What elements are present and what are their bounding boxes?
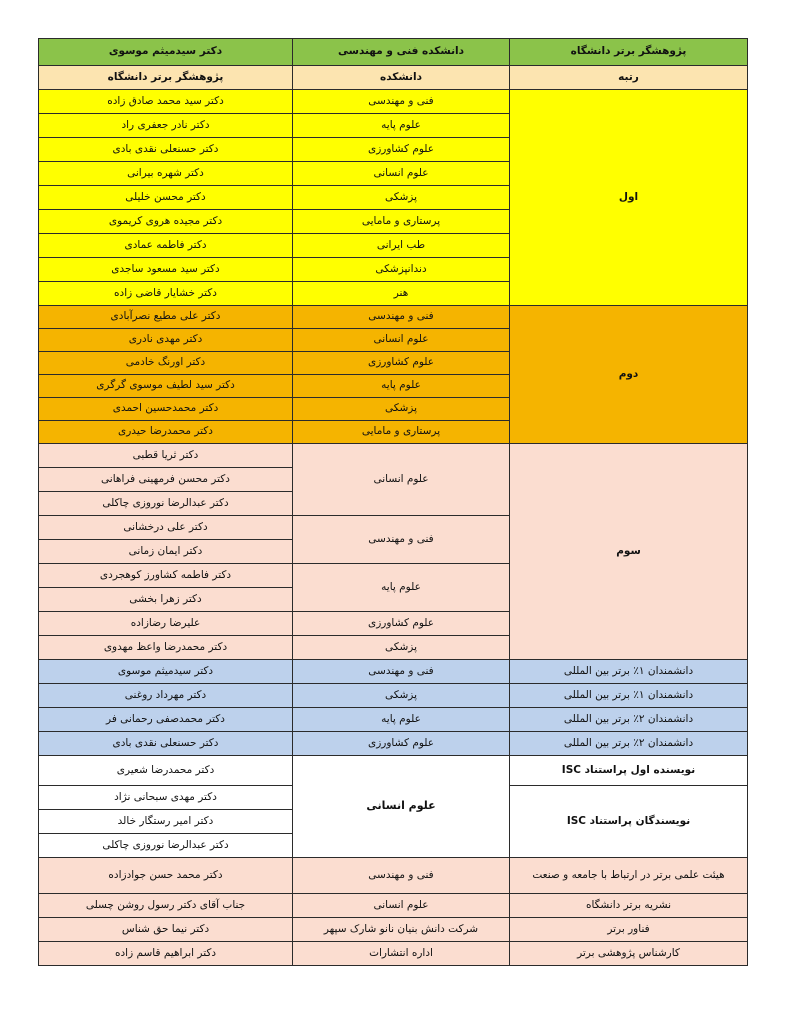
name-cell: جناب آقای دکتر رسول روشن چسلی [39,894,293,918]
name-cell: دکتر اورنگ خادمی [39,352,293,375]
faculty-cell: فنی و مهندسی [293,660,510,684]
researchers-table [38,38,748,966]
faculty-cell: پرستاری و مامایی [293,421,510,444]
rank-cell: کارشناس پژوهشی برتر [510,942,748,966]
faculty-cell: علوم پایه [293,375,510,398]
name-cell: دکتر محمدرضا واعظ مهدوی [39,636,293,660]
name-cell: دکتر محمدصفی رحمانی فر [39,708,293,732]
table-row [39,918,748,942]
rank-second: دوم [510,306,748,444]
faculty-cell: علوم پایه [293,114,510,138]
faculty-cell: فنی و مهندسی [293,858,510,894]
name-cell: دکتر سید لطیف موسوی گرگری [39,375,293,398]
name-cell: دکتر مجیده هروی کریموی [39,210,293,234]
name-cell: دکتر ثریا قطبی [39,444,293,468]
table-row [39,444,748,468]
faculty-cell: شرکت دانش بنیان نانو شارک سپهر [293,918,510,942]
rank-third: سوم [510,444,748,660]
name-cell: دکتر محسن خلیلی [39,186,293,210]
rank-isc-first: نویسنده اول پراستناد ISC [510,756,748,786]
rank-cell: فناور برتر [510,918,748,942]
faculty-cell: پزشکی [293,398,510,421]
faculty-cell: پزشکی [293,636,510,660]
table-row [39,756,748,786]
rank-cell: هیئت علمی برتر در ارتباط با جامعه و صنعت [510,858,748,894]
header-rank: پژوهشگر برتر دانشگاه [510,39,748,66]
table-row [39,894,748,918]
name-cell: دکتر محمدرضا حیدری [39,421,293,444]
faculty-cell: علوم کشاورزی [293,138,510,162]
subheader-rank: رتبه [510,66,748,90]
subheader-row [39,66,748,90]
name-cell: دکتر علی مطیع نصرآبادی [39,306,293,329]
name-cell: دکتر مهدی سبحانی نژاد [39,786,293,810]
faculty-cell: اداره انتشارات [293,942,510,966]
faculty-cell: پزشکی [293,186,510,210]
name-cell: دکتر عبدالرضا نوروزی چاکلی [39,834,293,858]
name-cell: دکتر فاطمه کشاورز کوهجردی [39,564,293,588]
rank-cell: دانشمندان ۱٪ برتر بین المللی [510,684,748,708]
faculty-cell: هنر [293,282,510,306]
faculty-cell: علوم انسانی [293,444,510,516]
name-cell: دکتر محمد حسن جوادزاده [39,858,293,894]
header-row [39,39,748,66]
name-cell: دکتر علی درخشانی [39,516,293,540]
faculty-cell: علوم انسانی [293,756,510,858]
name-cell: علیرضا رضازاده [39,612,293,636]
name-cell: دکتر شهره بیرانی [39,162,293,186]
rank-isc-others: نویسندگان پراستناد ISC [510,786,748,858]
table-row [39,684,748,708]
faculty-cell: علوم کشاورزی [293,352,510,375]
name-cell: دکتر سیدمیثم موسوی [39,660,293,684]
table-row [39,858,748,894]
name-cell: دکتر مهدی نادری [39,329,293,352]
name-cell: دکتر حسنعلی نقدی بادی [39,138,293,162]
faculty-cell: علوم انسانی [293,329,510,352]
name-cell: دکتر محسن فرمهینی فراهانی [39,468,293,492]
name-cell: دکتر امیر رستگار خالد [39,810,293,834]
table-row [39,660,748,684]
table-row [39,708,748,732]
table-row [39,732,748,756]
name-cell: دکتر محمدرضا شعیری [39,756,293,786]
rank-cell: دانشمندان ۲٪ برتر بین المللی [510,708,748,732]
faculty-cell: علوم انسانی [293,894,510,918]
rank-cell: دانشمندان ۲٪ برتر بین المللی [510,732,748,756]
name-cell: دکتر حسنعلی نقدی بادی [39,732,293,756]
name-cell: دکتر فاطمه عمادی [39,234,293,258]
table-row [39,90,748,114]
faculty-cell: فنی و مهندسی [293,516,510,564]
name-cell: دکتر محمدحسین احمدی [39,398,293,421]
name-cell: دکتر مهرداد روغنی [39,684,293,708]
faculty-cell: طب ایرانی [293,234,510,258]
faculty-cell: دندانپزشکی [293,258,510,282]
name-cell: دکتر نیما حق شناس [39,918,293,942]
name-cell: دکتر عبدالرضا نوروزی چاکلی [39,492,293,516]
subheader-name: پژوهشگر برتر دانشگاه [39,66,293,90]
rank-cell: نشریه برتر دانشگاه [510,894,748,918]
rank-first: اول [510,90,748,306]
name-cell: دکتر ابراهیم قاسم زاده [39,942,293,966]
name-cell: دکتر سید محمد صادق زاده [39,90,293,114]
header-name: دکتر سیدمیثم موسوی [39,39,293,66]
name-cell: دکتر زهرا بخشی [39,588,293,612]
faculty-cell: پرستاری و مامایی [293,210,510,234]
faculty-cell: علوم کشاورزی [293,612,510,636]
name-cell: دکتر خشایار قاضی زاده [39,282,293,306]
table-row [39,942,748,966]
faculty-cell: علوم انسانی [293,162,510,186]
table-row [39,306,748,329]
faculty-cell: فنی و مهندسی [293,90,510,114]
name-cell: دکتر ایمان زمانی [39,540,293,564]
faculty-cell: پزشکی [293,684,510,708]
faculty-cell: علوم پایه [293,708,510,732]
faculty-cell: علوم پایه [293,564,510,612]
name-cell: دکتر سید مسعود ساجدی [39,258,293,282]
faculty-cell: علوم کشاورزی [293,732,510,756]
name-cell: دکتر نادر جعفری راد [39,114,293,138]
subheader-faculty: دانشکده [293,66,510,90]
header-faculty: دانشکده فنی و مهندسی [293,39,510,66]
rank-cell: دانشمندان ۱٪ برتر بین المللی [510,660,748,684]
faculty-cell: فنی و مهندسی [293,306,510,329]
